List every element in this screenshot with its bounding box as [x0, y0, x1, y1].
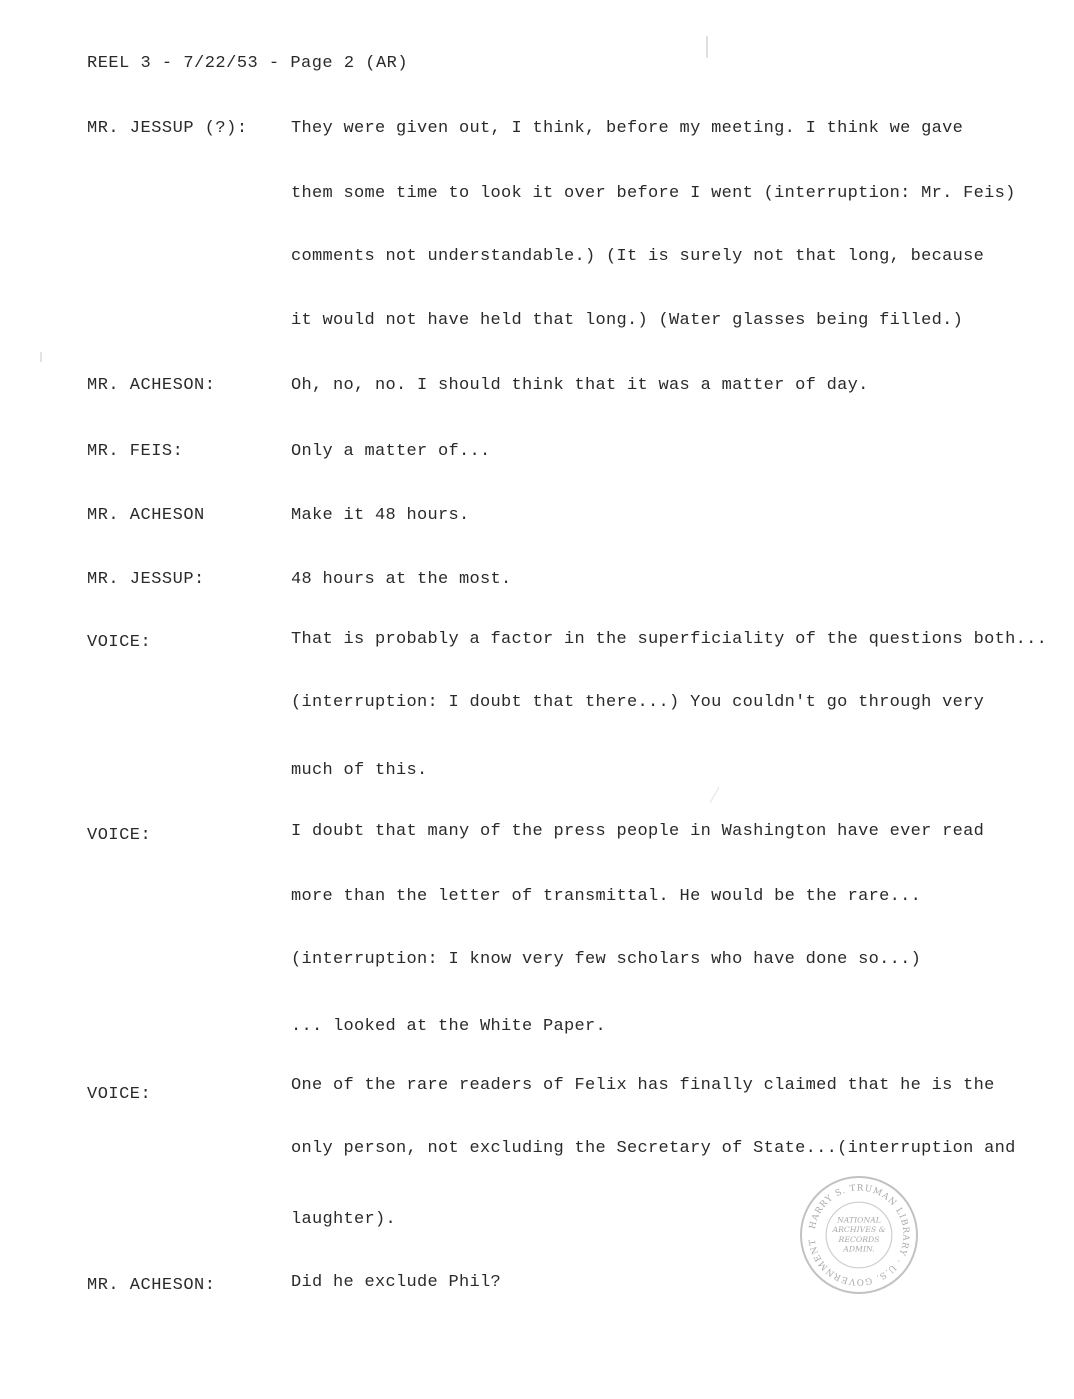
stamp-ring-text: HARRY S. TRUMAN LIBRARY · U.S. GOVERNMENT — [807, 1183, 911, 1287]
stamp-center-line: ADMIN. — [843, 1244, 875, 1254]
speaker-label: MR. FEIS: — [87, 442, 184, 461]
dialogue-line: (interruption: I know very few scholars who have done so...) — [291, 950, 922, 969]
dialogue-line: Did he exclude Phil? — [291, 1273, 502, 1292]
scan-mark — [40, 352, 42, 362]
speaker-label: VOICE: — [87, 633, 152, 652]
speaker-label: MR. ACHESON — [87, 506, 205, 525]
dialogue-line: much of this. — [291, 761, 428, 780]
stamp-center-line: RECORDS — [838, 1234, 880, 1244]
dialogue-line: (interruption: I doubt that there...) You couldn't go through very — [291, 693, 985, 712]
dialogue-line: Make it 48 hours. — [291, 506, 470, 525]
stamp-center-line: NATIONAL — [837, 1215, 881, 1225]
speaker-label: MR. ACHESON: — [87, 376, 216, 395]
scan-mark — [710, 787, 720, 803]
dialogue-line: That is probably a factor in the superficiality of the questions both... — [291, 630, 1048, 649]
speaker-label: MR. JESSUP: — [87, 570, 205, 589]
speaker-label: MR. ACHESON: — [87, 1276, 216, 1295]
dialogue-line: them some time to look it over before I went (interruption: Mr. Feis) — [291, 184, 1016, 203]
scan-mark — [706, 36, 708, 58]
dialogue-line: Only a matter of... — [291, 442, 491, 461]
archives-stamp — [800, 1176, 918, 1294]
speaker-label: VOICE: — [87, 1085, 152, 1104]
dialogue-line: more than the letter of transmittal. He would be the rare... — [291, 887, 922, 906]
dialogue-line: Oh, no, no. I should think that it was a matter of day. — [291, 376, 869, 395]
speaker-label: VOICE: — [87, 826, 152, 845]
dialogue-line: laughter). — [291, 1210, 397, 1229]
page-header: REEL 3 - 7/22/53 - Page 2 (AR) — [87, 54, 409, 73]
speaker-label: MR. JESSUP (?): — [87, 119, 248, 138]
dialogue-line: I doubt that many of the press people in Washington have ever read — [291, 822, 985, 841]
dialogue-line: 48 hours at the most. — [291, 570, 512, 589]
dialogue-line: ... looked at the White Paper. — [291, 1017, 607, 1036]
stamp-center-line: ARCHIVES & — [832, 1225, 886, 1235]
archives-stamp-graphic — [802, 1178, 916, 1292]
dialogue-line: only person, not excluding the Secretary of State...(interruption and — [291, 1139, 1016, 1158]
dialogue-line: it would not have held that long.) (Water glasses being filled.) — [291, 311, 964, 330]
dialogue-line: They were given out, I think, before my meeting. I think we gave — [291, 119, 964, 138]
dialogue-line: comments not understandable.) (It is surely not that long, because — [291, 247, 985, 266]
dialogue-line: One of the rare readers of Felix has finally claimed that he is the — [291, 1076, 995, 1095]
